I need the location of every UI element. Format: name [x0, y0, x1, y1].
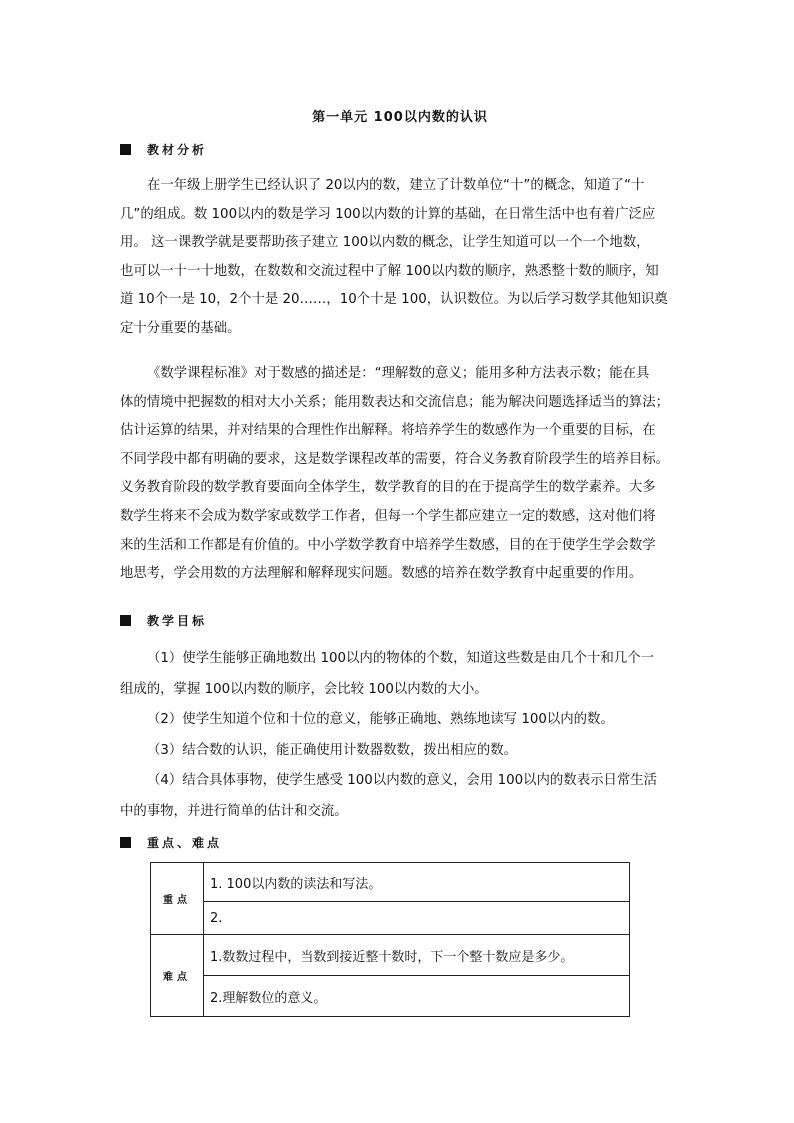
- text-line: 也可以一十一十地数，在数数和交流过程中了解 100以内数的顺序，熟悉整十数的顺序，知: [120, 263, 659, 279]
- text-line: 不同学段中都有明确的要求，这是数学课程改革的需要，符合义务教育阶段学生的培养目标。: [120, 451, 670, 467]
- goals-list: [120, 644, 680, 827]
- section-heading-label: 教材分析: [147, 143, 208, 157]
- text-line: 道 10个一是 10，2个十是 20……，10个十是 100，认识数位。为以后学习数学其他知识奠: [120, 292, 668, 308]
- table-row: [151, 976, 630, 1017]
- page-title: 第一单元 100以内数的认识: [312, 110, 488, 125]
- goal-item: 组成的，掌握 100以内数的顺序，会比较 100以内数的大小。: [120, 681, 488, 697]
- section-heading-goals: [120, 612, 207, 629]
- text-line: 几”的组成。数 100以内的数是学习 100以内数的计算的基础，在日常生活中也有着广泛应: [120, 206, 656, 222]
- text-line: 体的情境中把握数的相对大小关系；能用数表达和交流信息；能为解决问题选择适当的算法；: [120, 394, 670, 410]
- text-line: 定十分重要的基础。: [120, 320, 241, 336]
- section-heading-label: 教学目标: [147, 614, 208, 628]
- square-bullet-icon: [120, 615, 131, 626]
- goal-item: 中的事物，并进行简单的估计和交流。: [120, 803, 348, 819]
- text-line: 地思考，学会用数的方法理解和解释现实问题。数感的培养在数学教育中起重要的作用。: [120, 566, 643, 582]
- goal-item: （2）使学生知道个位和十位的意义，能够正确地、熟练地读写 100以内的数。: [147, 712, 614, 727]
- paragraph-analysis-1: [120, 172, 680, 344]
- section-heading-label: 重点、难点: [147, 836, 223, 850]
- table-row: [151, 935, 630, 976]
- text-line: 义务教育阶段的数学教育要面向全体学生，数学教育的目的在于提高学生的数学素养。大多: [120, 480, 656, 496]
- table-cell-focus-label: 重点: [151, 863, 204, 935]
- text-line: 数学生将来不会成为数学家或数学工作者，但每一个学生都应建立一定的数感，这对他们将: [120, 508, 656, 524]
- goal-item: （4）结合具体事物，使学生感受 100以内数的意义，会用 100以内的数表示日常生活: [147, 773, 658, 788]
- text-line: 在一年级上册学生已经认识了 20以内的数，建立了计数单位“十”的概念，知道了“十: [147, 178, 645, 193]
- table-cell: 1. 100以内数的读法和写法。: [204, 863, 630, 902]
- text-line: 来的生活和工作都是有价值的。中小学数学教育中培养学生数感，目的在于使学生学会数学: [120, 537, 656, 553]
- section-heading-analysis: [120, 141, 207, 158]
- text-line: 用。 这一课教学就是要帮助孩子建立 100以内数的概念，让学生知道可以一个一个地数，: [120, 235, 650, 251]
- square-bullet-icon: [120, 837, 131, 848]
- table-cell-difficulty-label: 难点: [151, 935, 204, 1017]
- table-cell: 2.理解数位的意义。: [204, 976, 630, 1017]
- table-row: [151, 863, 630, 902]
- goal-item: （1）使学生能够正确地数出 100以内的物体的个数，知道这些数是由几个十和几个一: [147, 651, 655, 666]
- section-heading-key: [120, 834, 222, 851]
- table-cell: 2.: [204, 902, 630, 935]
- square-bullet-icon: [120, 144, 131, 155]
- text-line: 估计运算的结果，并对结果的合理性作出解释。将培养学生的数感作为一个重要的目标，在: [120, 423, 656, 439]
- key-difficulty-table: [150, 862, 630, 1017]
- paragraph-analysis-2: [120, 360, 680, 589]
- text-line: 《数学课程标准》对于数感的描述是：“理解数的意义；能用多种方法表示数；能在具: [147, 366, 650, 381]
- table-cell: 1.数数过程中，当数到接近整十数时，下一个整十数应是多少。: [204, 935, 630, 976]
- table-row: [151, 902, 630, 935]
- goal-item: （3）结合数的认识，能正确使用计数器数数，拨出相应的数。: [147, 742, 518, 758]
